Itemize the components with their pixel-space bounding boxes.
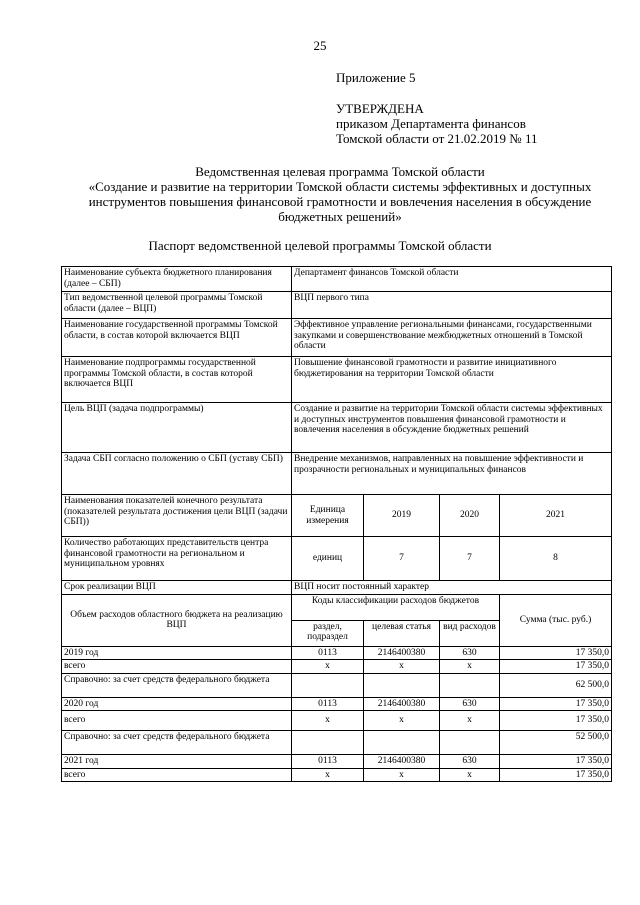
- budget-row-section: х: [292, 768, 364, 782]
- appendix-label: Приложение 5: [336, 70, 416, 85]
- budget-label: Объем расходов областного бюджета на реализацию ВЦП: [62, 594, 292, 646]
- task-value: Внедрение механизмов, направленных на повышение эффективности и прозрачности региональных и муниципальных финансов: [292, 453, 612, 495]
- budget-row: [62, 711, 612, 731]
- budget-row-label: всего: [62, 711, 292, 731]
- budget-row-section: 0113: [292, 697, 364, 711]
- goal-value: Создание и развитие на территории Томской области системы эффективных и доступных инструментов повышения финансовой грамотности и вовлечения населения в обсуждение бюджетных решений: [292, 403, 612, 453]
- row-state-program: [62, 319, 612, 357]
- col-kind-header: вид расходов: [440, 620, 500, 646]
- budget-row-sum: 17 350,0: [500, 755, 612, 769]
- budget-row: [62, 673, 612, 697]
- budget-row-target: х: [364, 660, 440, 674]
- budget-row-label: Справочно: за счет средств федерального бюджета: [62, 673, 292, 697]
- budget-row-label: 2020 год: [62, 697, 292, 711]
- year-2019-header: 2019: [364, 495, 440, 537]
- budget-row-section: х: [292, 660, 364, 674]
- row-subprogram: [62, 357, 612, 403]
- budget-row: [62, 646, 612, 660]
- row-sbp: [62, 267, 612, 292]
- budget-row-section: х: [292, 711, 364, 731]
- budget-row-section: [292, 673, 364, 697]
- passport-table: [61, 266, 612, 782]
- budget-row-target: [364, 673, 440, 697]
- approved-order: приказом Департамента финансов: [336, 116, 526, 131]
- budget-row-kind: х: [440, 768, 500, 782]
- page-number: 25: [313, 38, 327, 53]
- budget-row-label: 2021 год: [62, 755, 292, 769]
- budget-row: [62, 697, 612, 711]
- task-label: Задача СБП согласно положению о СБП (уставу СБП): [62, 453, 292, 495]
- budget-row: [62, 660, 612, 674]
- budget-row-target: [364, 731, 440, 755]
- row-goal: [62, 403, 612, 453]
- budget-row-kind: [440, 673, 500, 697]
- year-2020-header: 2020: [440, 495, 500, 537]
- budget-row-section: 0113: [292, 755, 364, 769]
- centers-2021: 8: [500, 537, 612, 581]
- subprogram-value: Повышение финансовой грамотности и развитие инициативного бюджетирования на территории Томской области: [292, 357, 612, 403]
- budget-row-sum: 17 350,0: [500, 711, 612, 731]
- budget-row-kind: х: [440, 711, 500, 731]
- budget-row-sum: 17 350,0: [500, 768, 612, 782]
- budget-row: [62, 768, 612, 782]
- approved-word: УТВЕРЖДЕНА: [336, 101, 424, 116]
- indicators-label: Наименования показателей конечного результата (показателей результата достижения цели ВЦП (задачи СБП)): [62, 495, 292, 537]
- sbp-label: Наименование субъекта бюджетного планирования (далее – СБП): [62, 267, 292, 292]
- term-label: Срок реализации ВЦП: [62, 581, 292, 595]
- term-value: ВЦП носит постоянный характер: [292, 581, 612, 595]
- budget-row-kind: 630: [440, 697, 500, 711]
- budget-row-label: Справочно: за счет средств федерального бюджета: [62, 731, 292, 755]
- row-type: [62, 292, 612, 319]
- budget-row-kind: х: [440, 660, 500, 674]
- row-indicators-header: [62, 495, 612, 537]
- centers-unit: единиц: [292, 537, 364, 581]
- title-line-1: Ведомственная целевая программа Томской области: [195, 164, 485, 179]
- type-value: ВЦП первого типа: [292, 292, 612, 319]
- approval-block: [336, 101, 537, 146]
- type-label: Тип ведомственной целевой программы Томской области (далее – ВЦП): [62, 292, 292, 319]
- codes-header: Коды классификации расходов бюджетов: [292, 594, 500, 620]
- budget-row-target: 2146400380: [364, 697, 440, 711]
- budget-row-kind: 630: [440, 646, 500, 660]
- unit-header: Единица измерения: [292, 495, 364, 537]
- budget-row-target: 2146400380: [364, 755, 440, 769]
- passport-title: Паспорт ведомственной целевой программы Томской области: [148, 238, 492, 253]
- document-title: [60, 164, 620, 224]
- row-task: [62, 453, 612, 495]
- col-section-header: раздел, подраздел: [292, 620, 364, 646]
- budget-row-target: х: [364, 711, 440, 731]
- budget-row-kind: 630: [440, 755, 500, 769]
- budget-row: [62, 731, 612, 755]
- state-program-value: Эффективное управление региональными финансами, государственными закупками и совершенствование межбюджетных отношений в Томской области: [292, 319, 612, 357]
- year-2021-header: 2021: [500, 495, 612, 537]
- state-program-label: Наименование государственной программы Томской области, в состав которой включается ВЦП: [62, 319, 292, 357]
- row-centers: [62, 537, 612, 581]
- centers-label: Количество работающих представительств центра финансовой грамотности на региональном и муниципальном уровнях: [62, 537, 292, 581]
- budget-row-section: 0113: [292, 646, 364, 660]
- goal-label: Цель ВЦП (задача подпрограммы): [62, 403, 292, 453]
- budget-row-section: [292, 731, 364, 755]
- budget-row-label: всего: [62, 660, 292, 674]
- budget-row: [62, 755, 612, 769]
- budget-row-sum: 17 350,0: [500, 660, 612, 674]
- title-line-3: инструментов повышения финансовой грамотности и вовлечения населения в обсуждение: [88, 194, 592, 209]
- budget-row-sum: 17 350,0: [500, 646, 612, 660]
- budget-row-sum: 62 500,0: [500, 673, 612, 697]
- centers-2020: 7: [440, 537, 500, 581]
- budget-row-label: всего: [62, 768, 292, 782]
- budget-row-kind: [440, 731, 500, 755]
- budget-row-target: х: [364, 768, 440, 782]
- budget-row-label: 2019 год: [62, 646, 292, 660]
- approved-date: Томской области от 21.02.2019 № 11: [336, 131, 538, 146]
- sbp-value: Департамент финансов Томской области: [292, 267, 612, 292]
- budget-row-sum: 17 350,0: [500, 697, 612, 711]
- sum-header: Сумма (тыс. руб.): [500, 594, 612, 646]
- row-budget-header: [62, 594, 612, 620]
- col-target-header: целевая статья: [364, 620, 440, 646]
- title-line-4: бюджетных решений»: [278, 209, 402, 224]
- row-term: [62, 581, 612, 595]
- budget-row-target: 2146400380: [364, 646, 440, 660]
- centers-2019: 7: [364, 537, 440, 581]
- subprogram-label: Наименование подпрограммы государственной программы Томской области, в состав которой включается ВЦП: [62, 357, 292, 403]
- budget-row-sum: 52 500,0: [500, 731, 612, 755]
- title-line-2: «Создание и развитие на территории Томской области системы эффективных и доступных: [88, 179, 592, 194]
